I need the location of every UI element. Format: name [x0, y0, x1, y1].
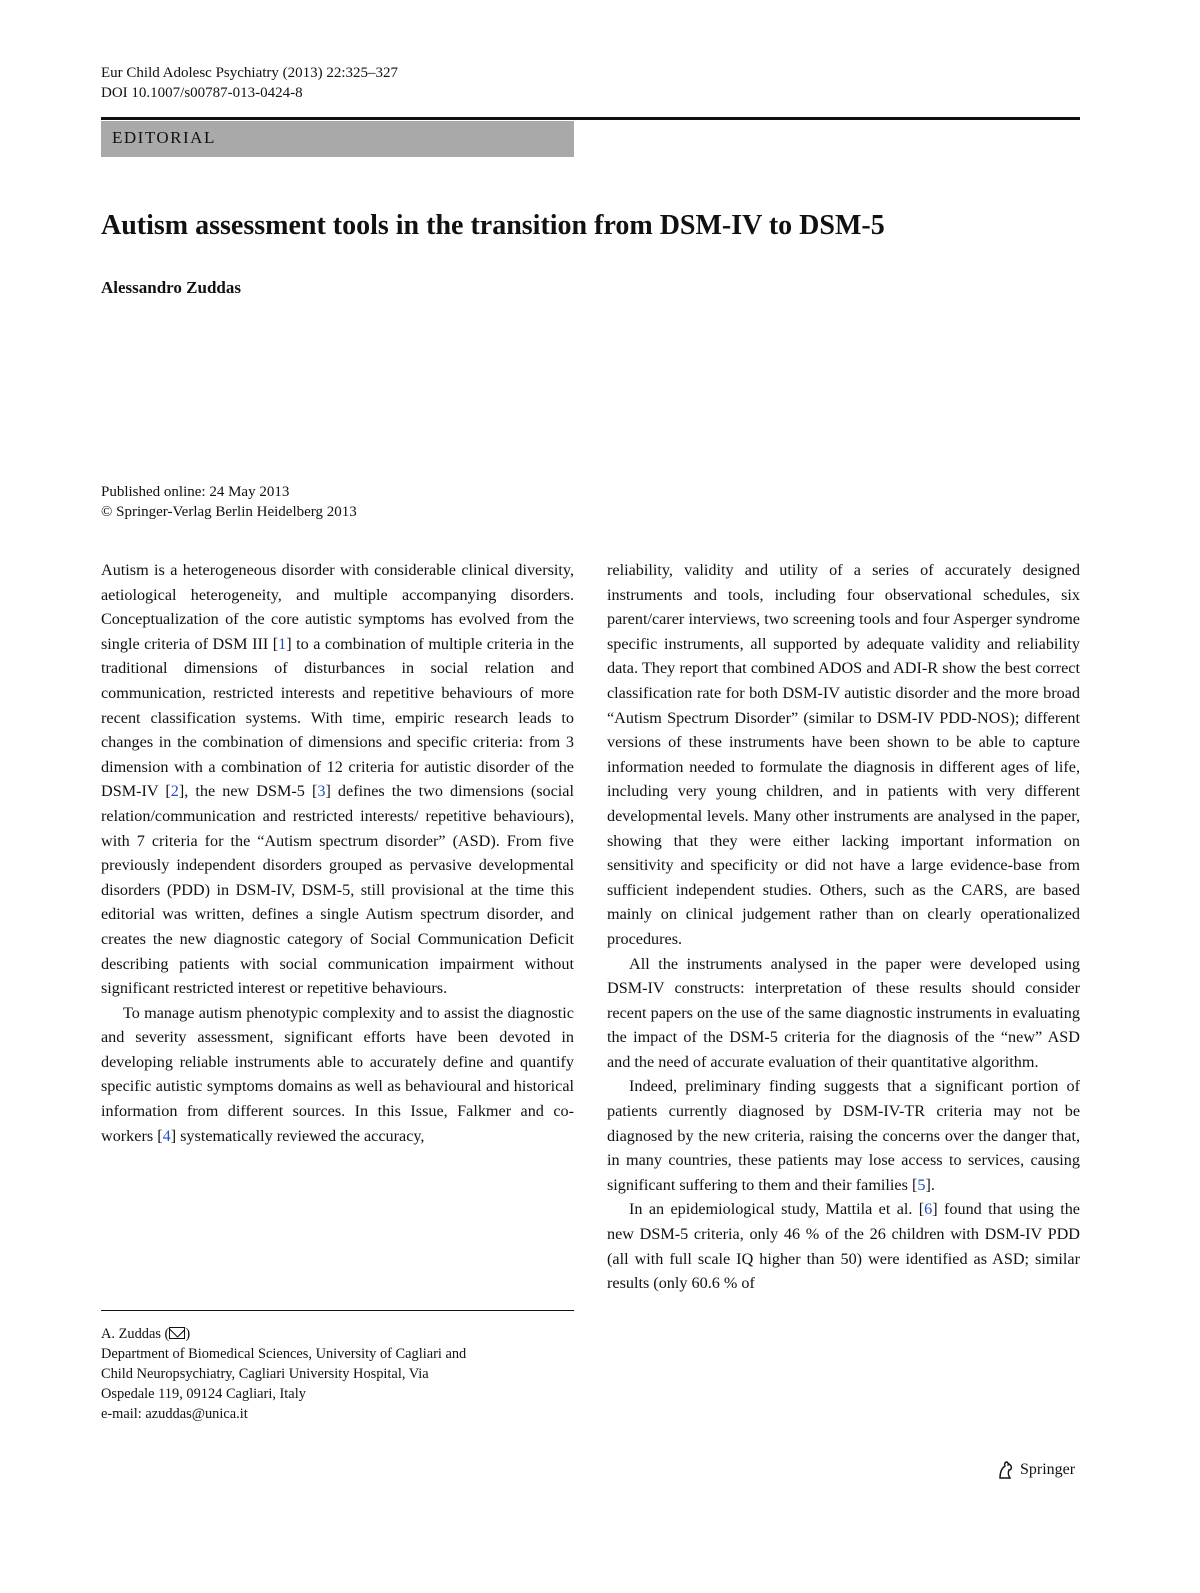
springer-horse-icon — [996, 1460, 1016, 1480]
paragraph: Indeed, preliminary finding suggests that a significant portion of patients currently diagnosed by DSM-IV-TR criteria may not be diagnosed by the new criteria, raising the concerns over the danger that, in many countries, these patients may lose access to services, causing significant suffering to them and their families [5]. — [607, 1077, 1080, 1194]
citation-link-5[interactable]: 5 — [917, 1175, 926, 1194]
journal-line: Eur Child Adolesc Psychiatry (2013) 22:325–327 — [101, 65, 399, 81]
email-line[interactable]: e-mail: azuddas@unica.it — [101, 1406, 248, 1422]
right-column — [607, 558, 1080, 1296]
author-footnote — [101, 1324, 574, 1424]
affiliation-line: Department of Biomedical Sciences, University of Cagliari and — [101, 1346, 467, 1362]
affiliation-line: Child Neuropsychiatry, Cagliari University Hospital, Via — [101, 1366, 429, 1382]
envelope-icon[interactable] — [169, 1327, 185, 1339]
paragraph: All the instruments analysed in the paper were developed using DSM-IV constructs: interpretation of these results should consider recent papers on the use of the same diagnostic instruments in evaluating the impact of the DSM-5 criteria for the diagnosis of the “new” ASD and the need of accurate evaluation of their quantitative algorithm. — [607, 954, 1080, 1071]
paragraph: Autism is a heterogeneous disorder with considerable clinical diversity, aetiological heterogeneity, and multiple accompanying disorders. Conceptualization of the core autistic symptoms has evolved from the single criteria of DSM III [1] to a combination of multiple criteria in the traditional dimensions of disturbances in social relation and communication, restricted interests and repetitive behaviours of more recent classification systems. With time, empiric research leads to changes in the combination of dimensions and specific criteria: from 3 dimension with a combination of 12 criteria for autistic disorder of the DSM-IV [2], the new DSM-5 [3] defines the two dimensions (social relation/communication and restricted interests/ repetitive behaviours), with 7 criteria for the “Autism spectrum disorder” (ASD). From five previously independent disorders grouped as pervasive developmental disorders (PDD) in DSM-IV, DSM-5, still provisional at the time this editorial was written, defines a single Autism spectrum disorder, and creates the new diagnostic category of Social Communication Deficit describing patients with social communication impairment without significant restricted interest or repetitive behaviours. — [101, 561, 574, 998]
publication-info — [101, 482, 357, 522]
published-date: Published online: 24 May 2013 — [101, 484, 290, 500]
citation-link-2[interactable]: 2 — [170, 782, 179, 801]
section-banner — [101, 121, 574, 157]
citation-link-3[interactable]: 3 — [317, 782, 326, 801]
citation-link-6[interactable]: 6 — [924, 1200, 933, 1219]
header-rule — [101, 117, 1080, 120]
article-author: Alessandro Zuddas — [101, 278, 241, 297]
citation-link-1[interactable]: 1 — [278, 634, 287, 653]
affiliation-line: Ospedale 119, 09124 Cagliari, Italy — [101, 1386, 306, 1402]
section-label: EDITORIAL — [112, 128, 216, 147]
publisher-logo — [996, 1460, 1075, 1480]
footnote-rule — [101, 1310, 574, 1311]
article-title: Autism assessment tools in the transition from DSM-IV to DSM-5 — [101, 210, 885, 241]
doi-line: DOI 10.1007/s00787-013-0424-8 — [101, 85, 303, 101]
copyright-line: © Springer-Verlag Berlin Heidelberg 2013 — [101, 504, 357, 520]
paragraph: reliability, validity and utility of a series of accurately designed instruments and tools, including four observational schedules, six parent/carer interviews, two screening tools and four Asperger syndrome specific instruments, all supported by adequate validity and reliability data. They report that combined ADOS and ADI-R show the best correct classification rate for both DSM-IV autistic disorder and the more broad “Autism Spectrum Disorder” (similar to DSM-IV PDD-NOS); different versions of these instruments have been shown to be able to capture information needed to formulate the diagnosis in different ages of life, including very young children, and in patients with very different developmental levels. Many other instruments are analysed in the paper, showing that they were either lacking important information on sensitivity and specificity or did not have a large evidence-base from sufficient independent studies. Others, such as the CARS, are based mainly on clinical judgement rather than on clearly operationalized procedures. — [607, 561, 1080, 948]
citation-link-4[interactable]: 4 — [162, 1126, 171, 1145]
footnote-author: A. Zuddas ( ) — [101, 1326, 191, 1342]
paragraph: To manage autism phenotypic complexity and to assist the diagnostic and severity assessment, significant efforts have been devoted in developing reliable instruments able to accurately define and quantify specific autistic symptoms domains as well as behavioural and historical information from different sources. In this Issue, Falkmer and co-workers [4] systematically reviewed the accuracy, — [101, 1003, 574, 1145]
left-column — [101, 558, 574, 1148]
publisher-name: Springer — [1020, 1461, 1076, 1478]
journal-citation — [101, 63, 398, 103]
paragraph: In an epidemiological study, Mattila et al. [6] found that using the new DSM-5 criteria, only 46 % of the 26 children with DSM-IV PDD (all with full scale IQ higher than 50) were identified as ASD; similar results (only 60.6 % of — [607, 1200, 1080, 1293]
